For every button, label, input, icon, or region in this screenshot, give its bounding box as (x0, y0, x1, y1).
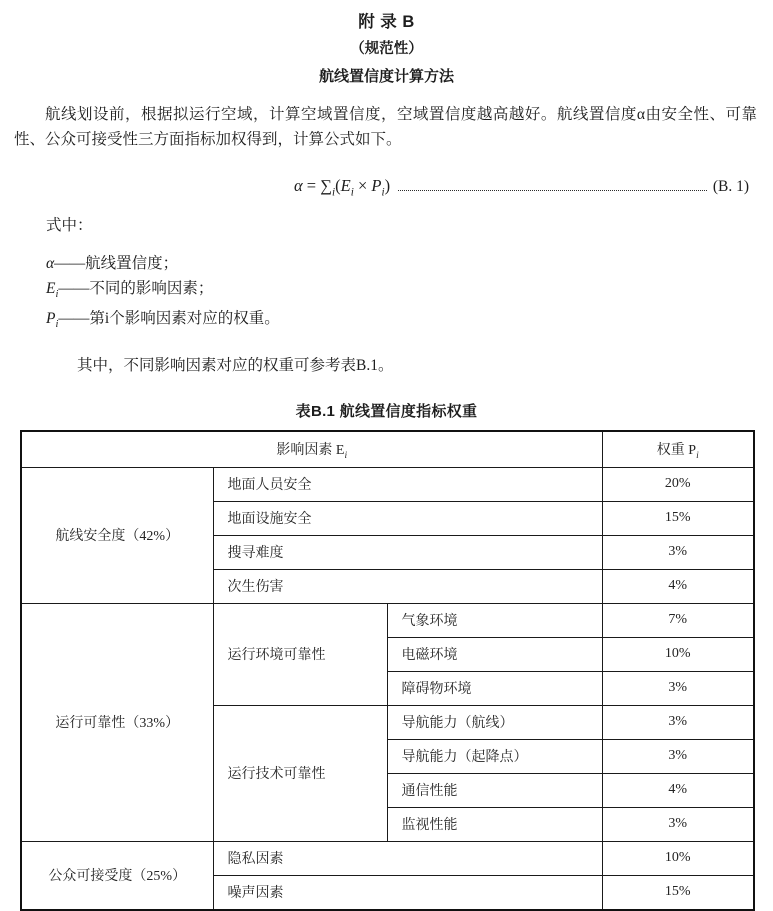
appendix-title: 航线置信度计算方法 (318, 67, 454, 85)
header-weight-label: 权重 P (656, 442, 697, 458)
factor-item: 隐私因素 (213, 841, 602, 875)
formula-open-paren: ( (335, 176, 341, 195)
header-factor (21, 431, 602, 468)
factor-weight: 3% (602, 739, 754, 773)
formula-number: (B. 1) (712, 178, 749, 195)
factor-item: 气象环境 (387, 603, 602, 637)
definition-symbol-sub: i (55, 319, 59, 331)
factor-item: 搜寻难度 (213, 535, 602, 569)
factor-item: 地面人员安全 (213, 467, 602, 501)
factor-weight: 15% (602, 501, 754, 535)
factor-item: 障碍物环境 (387, 671, 602, 705)
table-row (21, 467, 754, 501)
formula-times: × (353, 176, 372, 195)
intro-paragraph: 航线划设前，根据拟运行空域，计算空域置信度，空域置信度越高越好。航线置信度α由安全性、可靠性、公众可接受性三方面指标加权得到，计算公式如下。 (14, 106, 757, 148)
factor-item: 次生伤害 (213, 569, 602, 603)
appendix-heading: 附 录 B (358, 13, 415, 31)
factor-item: 电磁环境 (387, 637, 602, 671)
factor-weight: 4% (602, 569, 754, 603)
factor-weight: 10% (602, 637, 754, 671)
definition-desc: ——航线置信度； (54, 255, 179, 273)
factor-item: 地面设施安全 (213, 501, 602, 535)
table-container (20, 430, 753, 911)
factor-weight: 10% (602, 841, 754, 875)
definition-desc: ——不同的影响因素； (58, 279, 214, 297)
table-caption: 表B.1 航线置信度指标权重 (295, 402, 478, 420)
factor-item: 导航能力（航线） (387, 705, 602, 739)
factor-weight: 20% (602, 467, 754, 501)
factor-weight: 3% (602, 671, 754, 705)
group-label: 运行可靠性（33%） (21, 603, 213, 841)
formula-P: P (371, 176, 382, 195)
factor-weight: 3% (602, 535, 754, 569)
formula-equals: = (306, 176, 317, 195)
group-label: 公众可接受度（25%） (21, 841, 213, 910)
normative-label: （规范性） (350, 40, 423, 57)
formula-E: E (340, 176, 351, 195)
formula-leader-dots (398, 189, 707, 191)
factor-item: 通信性能 (387, 773, 602, 807)
table-reference-paragraph: 其中，不同影响因素对应的权重可参考表B.1。 (77, 356, 394, 374)
header-factor-label: 影响因素 E (276, 442, 345, 458)
factor-weight: 3% (602, 807, 754, 841)
factor-item: 监视性能 (387, 807, 602, 841)
formula-expression (294, 176, 390, 198)
document-page (0, 10, 773, 902)
weights-table (20, 430, 755, 911)
definition-symbol: P (46, 310, 56, 328)
definition-symbol-sub: i (55, 288, 59, 300)
factor-weight: 7% (602, 603, 754, 637)
subgroup-label: 运行技术可靠性 (213, 705, 387, 841)
factor-weight: 4% (602, 773, 754, 807)
factor-weight: 15% (602, 875, 754, 910)
formula-P-sub: i (381, 186, 385, 199)
definition-item (46, 252, 757, 277)
definition-item (46, 277, 757, 308)
factor-item: 导航能力（起降点） (387, 739, 602, 773)
header-weight-sub: i (696, 450, 699, 461)
symbol-definitions (46, 252, 757, 338)
formula-close-paren: ) (384, 176, 391, 195)
table-row (21, 841, 754, 875)
definition-symbol: α (46, 255, 55, 273)
formula-line (24, 176, 749, 198)
formula-sigma-sub: i (332, 186, 336, 199)
definition-item (46, 307, 757, 338)
group-label: 航线安全度（42%） (21, 467, 213, 603)
definition-desc: ——第i个影响因素对应的权重。 (58, 310, 280, 328)
factor-weight: 3% (602, 705, 754, 739)
where-label: 式中： (46, 217, 93, 235)
definition-symbol: E (46, 279, 56, 297)
header-factor-sub: i (344, 450, 348, 461)
subgroup-label: 运行环境可靠性 (213, 603, 387, 705)
header-weight (602, 431, 754, 468)
formula-alpha: α (294, 176, 303, 195)
factor-item: 噪声因素 (213, 875, 602, 910)
table-header-row (21, 431, 754, 468)
formula-E-sub: i (350, 186, 354, 199)
formula-sigma: ∑ (320, 176, 332, 195)
table-row (21, 603, 754, 637)
